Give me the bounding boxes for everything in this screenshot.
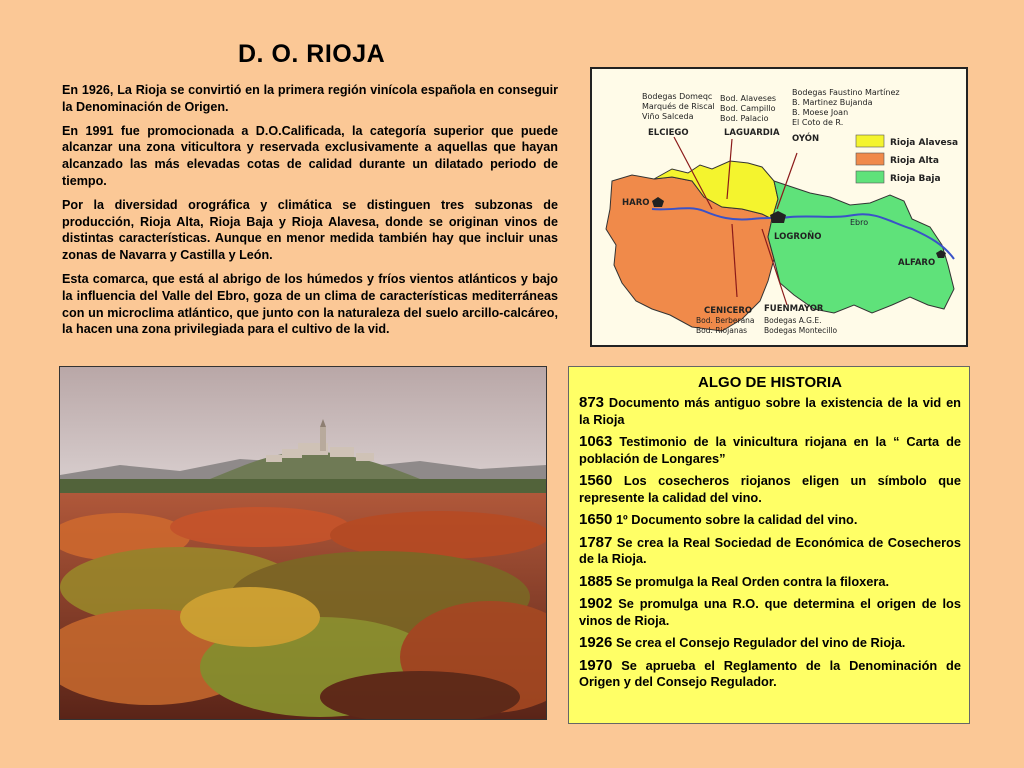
map-label-bod-palacio: Bod. Palacio bbox=[720, 114, 769, 123]
history-text: Se promulga la Real Orden contra la filoxera. bbox=[615, 573, 890, 589]
map-label-bodegas-domeqc: Bodegas Domeqc bbox=[642, 92, 713, 101]
vineyard-photo bbox=[59, 366, 547, 720]
map-legend bbox=[856, 135, 958, 184]
history-year: 1560 bbox=[579, 472, 613, 489]
map-label-martinez-bujanda: B. Martinez Bujanda bbox=[792, 98, 873, 107]
history-item bbox=[579, 535, 961, 568]
rioja-map bbox=[590, 67, 968, 347]
legend-swatch-alta bbox=[856, 153, 884, 165]
history-text: Testimonio de la vinicultura riojana en la “ Carta de población de Longares” bbox=[579, 434, 962, 466]
intro-paragraph: Esta comarca, que está al abrigo de los húmedos y fríos vientos atlánticos y bajo la influencia del Valle del Ebro, goza de un clima de características mediterráneas con un microclima atlántico, que junto con la naturaleza del suelo arcillo-calcáreo, la hacen una zona privilegiada para el cultivo de la vid. bbox=[62, 271, 558, 337]
history-year: 1787 bbox=[579, 533, 613, 551]
page-title: D. O. RIOJA bbox=[238, 40, 386, 68]
history-text: Se crea el Consejo Regulador del vino de Rioja. bbox=[615, 635, 906, 650]
rioja-baja-region bbox=[768, 181, 954, 313]
church-tower bbox=[320, 427, 326, 451]
map-label-oyon: OYÓN bbox=[792, 134, 820, 144]
history-year: 1970 bbox=[579, 656, 613, 674]
map-label-bod-campillo: Bod. Campillo bbox=[720, 104, 776, 113]
map-label-laguardia: LAGUARDIA bbox=[724, 128, 780, 138]
map-label-vino-salceda: Viño Salceda bbox=[642, 112, 694, 121]
legend-label-baja: Rioja Baja bbox=[890, 174, 941, 184]
vineyard-photo-graphic bbox=[60, 367, 546, 719]
history-year: 1902 bbox=[579, 595, 613, 612]
map-label-elciego: ELCIEGO bbox=[648, 128, 689, 138]
legend-swatch-alavesa bbox=[856, 135, 884, 147]
map-label-bodegas-montecillo: Bodegas Montecillo bbox=[764, 326, 838, 335]
map-label-moese-joan: B. Moese Joan bbox=[792, 108, 849, 117]
history-year: 1885 bbox=[579, 572, 613, 590]
rioja-map-graphic bbox=[592, 69, 966, 345]
legend-swatch-baja bbox=[856, 171, 884, 183]
history-box bbox=[568, 366, 970, 724]
map-label-bod-alaveses: Bod. Alaveses bbox=[720, 94, 777, 103]
history-text: Se promulga una R.O. que determina el origen de los vinos de Rioja. bbox=[579, 596, 961, 628]
map-label-marques-riscal: Marqués de Riscal bbox=[642, 102, 715, 111]
history-item bbox=[579, 434, 961, 467]
legend-label-alta: Rioja Alta bbox=[890, 156, 939, 166]
history-text: 1º Documento sobre la calidad del vino. bbox=[615, 512, 858, 527]
intro-paragraph: En 1991 fue promocionada a D.O.Calificada, la categoría superior que puede alcanzar una zona viticultora y reservada exclusivamente a aquellas que hayan alcanzado las más elevadas cotas de calidad durante un dilatado periodo de tiempo. bbox=[62, 123, 558, 188]
map-label-alfaro: ALFARO bbox=[898, 258, 936, 268]
history-year: 1650 bbox=[579, 511, 613, 528]
history-text: Los cosecheros riojanos eligen un símbolo que represente la calidad del vino. bbox=[579, 473, 961, 505]
history-item bbox=[579, 473, 961, 506]
history-item bbox=[579, 635, 961, 652]
map-label-bodegas-age: Bodegas A.G.E. bbox=[764, 316, 822, 325]
map-label-haro: HARO bbox=[622, 198, 650, 208]
intro-paragraph: En 1926, La Rioja se convirtió en la primera región vinícola española en conseguir la Denominación de Origen. bbox=[62, 83, 558, 114]
map-label-cenicero: CENICERO bbox=[704, 306, 753, 316]
history-item bbox=[579, 512, 961, 529]
map-label-logrono: LOGROÑO bbox=[774, 232, 822, 242]
map-label-bod-berberana: Bod. Berberana bbox=[696, 316, 755, 325]
map-label-faustino: Bodegas Faustino Martínez bbox=[792, 88, 900, 97]
history-item bbox=[579, 574, 961, 591]
intro-text bbox=[62, 82, 558, 345]
history-text: Se aprueba el Reglamento de la Denominación de Origen y del Consejo Regulador. bbox=[579, 657, 961, 689]
history-text: Se crea la Real Sociedad de Económica de Cosecheros de la Rioja. bbox=[579, 534, 961, 566]
map-label-bod-riojanas: Bod. Riojanas bbox=[696, 326, 748, 335]
history-item bbox=[579, 395, 961, 428]
history-title: ALGO DE HISTORIA bbox=[698, 374, 842, 391]
history-year: 1063 bbox=[579, 433, 613, 450]
map-label-coto-r: El Coto de R. bbox=[792, 118, 844, 127]
history-year: 873 bbox=[579, 394, 605, 411]
intro-paragraph: Por la diversidad orográfica y climática se distinguen tres subzonas de producción, Rioja Alta, Rioja Baja y Rioja Alavesa, donde se originan vinos de distintas características. Aunque en menor medida también hay que incluir unas zonas de Navarra y Castilla y León. bbox=[62, 197, 558, 263]
history-text: Documento más antiguo sobre la existencia de la vid en la Rioja bbox=[579, 395, 962, 427]
map-label-ebro: Ebro bbox=[850, 218, 869, 227]
legend-label-alavesa: Rioja Alavesa bbox=[890, 138, 959, 148]
history-item bbox=[579, 658, 961, 691]
history-list bbox=[579, 395, 961, 691]
map-label-fuenmayor: FUENMAYOR bbox=[764, 304, 824, 314]
history-item bbox=[579, 596, 961, 629]
history-year: 1926 bbox=[579, 634, 613, 651]
